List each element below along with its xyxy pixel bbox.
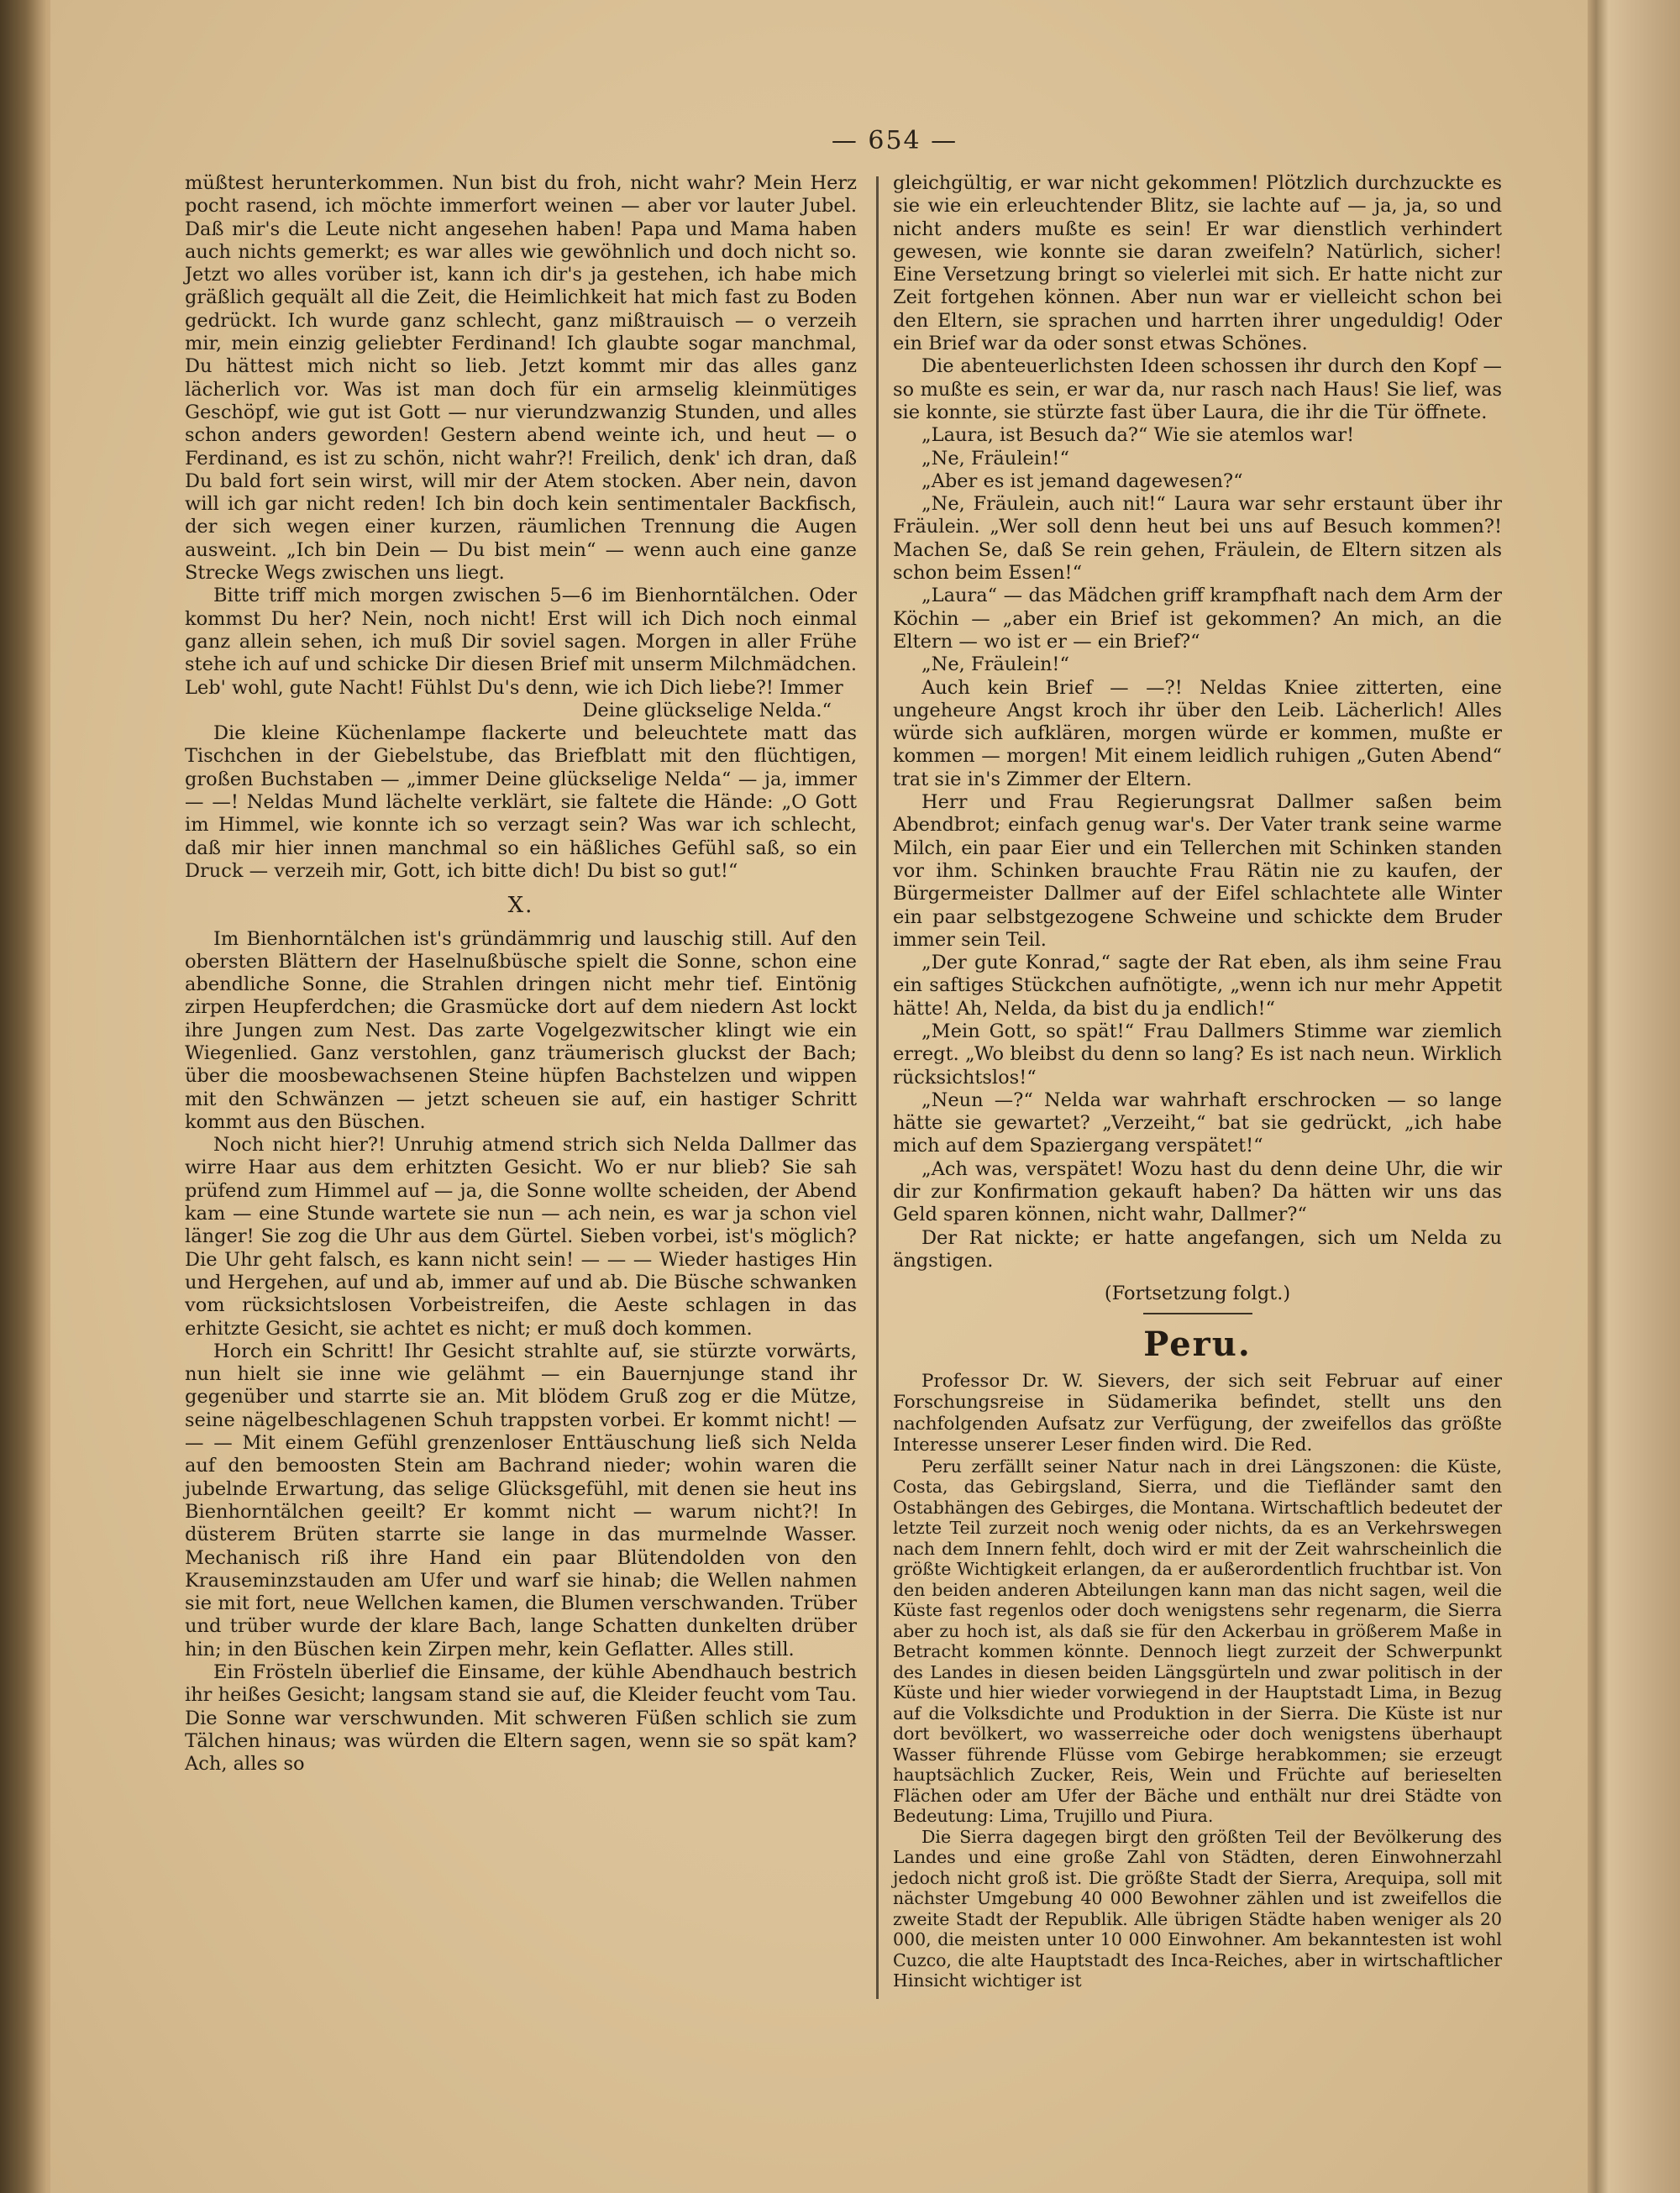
continuation-note: (Fortsetzung folgt.) xyxy=(1104,1283,1291,1305)
paragraph: Herr und Frau Regierungsrat Dallmer saßen beim Abendbrot; einfach genug war's. Der Vater trank seine warme Milch, ein paar Eier und ein Tellerchen mit Schinken standen vor ihm. Schinken brauchte Frau Rätin nie zu kaufen, der Bürgermeister Dallmer auf der Eifel schlachtete alle Winter ein paar selbstgezogene Schweine und schickte dem Bruder immer sein Teil. xyxy=(893,791,1502,951)
chapter-heading: X. xyxy=(507,893,534,919)
paragraph: Die abenteuerlichsten Ideen schossen ihr durch den Kopf — so mußte es sein, er war da, nur rasch nach Haus! Sie lief, was sie konnte, sie stürzte fast über Laura, die ihr die Tür öffnete. xyxy=(893,355,1502,423)
right-column xyxy=(893,172,1502,1991)
paragraph: müßtest herunterkommen. Nun bist du froh, nicht wahr? Mein Herz pocht rasend, ich möchte immerfort weinen — aber vor lauter Jubel. Daß mir's die Leute nicht angesehen haben! Papa und Mama haben auch nichts gemerkt; es war alles wie gewöhnlich und doch nicht so. Jetzt wo alles vorüber ist, kann ich dir's ja gestehen, ich habe mich gräßlich gequält all die Zeit, die Heimlichkeit hat mich fast zu Boden gedrückt. Ich wurde ganz schlecht, ganz mißtrauisch — o verzeih mir, mein einzig geliebter Ferdinand! Ich glaubte sogar manchmal, Du hättest mich nicht so lieb. Jetzt kommt mir das alles ganz lächerlich vor. Was ist man doch für ein armselig kleinmütiges Geschöpf, wie gut ist Gott — nur vierundzwanzig Stunden, und alles schon anders geworden! Gestern abend weinte ich, und heut — o Ferdinand, es ist zu schön, nicht wahr?! Freilich, denk' ich dran, daß Du bald fort sein wirst, will mir der Atem stocken. Aber nein, davon will ich gar nicht reden! Ich bin doch kein sentimentaler Backfisch, der sich wegen einer kurzen, räumlichen Trennung die Augen ausweint. „Ich bin Dein — Du bist mein“ — wenn auch eine ganze Strecke Wegs zwischen uns liegt. xyxy=(185,172,857,585)
paragraph: „Ne, Fräulein, auch nit!“ Laura war sehr erstaunt über ihr Fräulein. „Wer soll denn heut bei uns auf Besuch kommen?! Machen Se, daß Se rein gehen, Fräulein, de Eltern sitzen als schon beim Essen!“ xyxy=(893,493,1502,585)
page-number: — 654 — xyxy=(831,126,958,155)
paragraph: „Ach was, verspätet! Wozu hast du denn deine Uhr, die wir dir zur Konfirmation gekauft haben? Da hätten wir uns das Geld sparen können, nicht wahr, Dallmer?“ xyxy=(893,1157,1502,1226)
paragraph: „Ne, Fräulein!“ xyxy=(921,653,1069,676)
paragraph: Die Sierra dagegen birgt den größten Teil der Bevölkerung des Landes und eine große Zahl von Städten, deren Einwohnerzahl jedoch nicht groß ist. Die größte Stadt der Sierra, Arequipa, soll mit nächster Umgebung 40 000 Bewohner zählen und ist zweifellos die zweite Stadt der Republik. Alle übrigen Städte haben weniger als 20 000, die meisten unter 10 000 Einwohner. Am bekanntesten ist wohl Cuzco, die alte Hauptstadt des Inca-Reiches, aber in wirtschaftlicher Hinsicht wichtiger ist xyxy=(893,1826,1502,1991)
paragraph: „Laura, ist Besuch da?“ Wie sie atemlos war! xyxy=(921,424,1355,447)
left-column xyxy=(185,172,857,1776)
paragraph: Im Bienhorntälchen ist's gründämmrig und lauschig still. Auf den obersten Blättern der Haselnußbüsche spielt die Sonne, schon eine abendliche Sonne, die Strahlen dringen nicht mehr tief. Eintönig zirpen Heupferdchen; die Grasmücke dort auf dem niedern Ast lockt ihre Jungen zum Nest. Das zarte Vogelgezwitscher klingt wie ein Wiegenlied. Ganz verstohlen, ganz träumerisch gluckst der Bach; über die moosbewachsenen Steine hüpfen Bachstelzen und wippen mit den Schwänzen — jetzt scheuen sie auf, ein hastiger Schritt kommt aus den Büschen. xyxy=(185,927,857,1133)
paragraph: Peru zerfällt seiner Natur nach in drei Längszonen: die Küste, Costa, das Gebirgsland, Sierra, und die Tiefländer samt den Ostabhängen des Gebirges, die Montana. Wirtschaftlich bedeutet der letzte Teil zurzeit noch wenig oder nichts, da es an Verkehrswegen nach dem Innern fehlt, doch wird er mit der Zeit wahrscheinlich die größte Wichtigkeit erlangen, da er außerordentlich fruchtbar ist. Von den beiden anderen Abteilungen kann man das nicht sagen, weil die Küste fast regenlos oder doch wenigstens sehr regenarm, die Sierra aber zu hoch ist, als daß sie für den Ackerbau in größerem Maße in Betracht kommen könnte. Dennoch liegt zurzeit der Schwerpunkt des Landes in diesen beiden Längsgürteln und zwar politisch in der Küste und hier wieder vorwiegend in der Hauptstadt Lima, in Bezug auf die Volksdichte und Produktion in der Sierra. Die Küste ist nur dort bevölkert, wo wasserreiche oder doch wenigstens überhaupt Wasser führende Flüsse vom Gebirge herabkommen; sie erzeugt hauptsächlich Zucker, Reis, Wein und Früchte auf berieselten Flächen oder am Ufer der Bäche und enthält nur drei Städte von Bedeutung: Lima, Trujillo und Piura. xyxy=(893,1456,1502,1827)
paragraph: Horch ein Schritt! Ihr Gesicht strahlte auf, sie stürzte vorwärts, nun hielt sie inne wie gelähmt — ein Bauernjunge stand ihr gegenüber und starrte sie an. Mit blödem Gruß zog er die Mütze, seine nägelbeschlagenen Schuh trappsten vorbei. Er kommt nicht! — — — Mit einem Gefühl grenzenloser Enttäuschung ließ sich Nelda auf den bemoosten Stein am Bachrand nieder; wohin waren die jubelnde Erwartung, das selige Glücksgefühl, mit denen sie heut ins Bienhorntälchen geeilt? Er kommt nicht — warum nicht?! In düsterem Brüten starrte sie lange in das murmelnde Wasser. Mechanisch riß ihre Hand ein paar Blütendolden von den Krauseminzstauden am Ufer und warf sie hinab; die Wellen nahmen sie mit fort, neue Wellchen kamen, die Blumen verschwanden. Trüber und trüber wurde der klare Bach, lange Schatten dunkelten drüber hin; in den Büschen kein Zirpen mehr, kein Geflatter. Alles still. xyxy=(185,1340,857,1660)
paragraph: Der Rat nickte; er hatte angefangen, sich um Nelda zu ängstigen. xyxy=(893,1226,1502,1272)
paragraph: Noch nicht hier?! Unruhig atmend strich sich Nelda Dallmer das wirre Haar aus dem erhitzten Gesicht. Wo er nur blieb? Sie sah prüfend zum Himmel auf — ja, die Sonne wollte scheiden, der Abend kam — eine Stunde wartete sie nun — ach nein, es war ja schon viel länger! Sie zog die Uhr aus dem Gürtel. Sieben vorbei, ist's möglich? Die Uhr geht falsch, es kann nicht sein! — — — Wieder hastiges Hin und Hergehen, auf und ab, immer auf und ab. Die Büsche schwanken vom rücksichtslosen Vorbeistreifen, die Aeste schlagen in das erhitzte Gesicht, sie achtet es nicht; er muß doch kommen. xyxy=(185,1134,857,1340)
paragraph: „Der gute Konrad,“ sagte der Rat eben, als ihm seine Frau ein saftiges Stückchen aufnötigte, „wenn ich nur mehr Appetit hätte! Ah, Nelda, da bist du ja endlich!“ xyxy=(893,952,1502,1020)
paragraph: Ein Frösteln überlief die Einsame, der kühle Abendhauch bestrich ihr heißes Gesicht; langsam stand sie auf, die Kleider feucht vom Tau. Die Sonne war verschwunden. Mit schweren Füßen schlich sie zum Tälchen hinaus; was würden die Eltern sagen, wenn sie so spät kam? Ach, alles so xyxy=(185,1661,857,1776)
article-title: Peru. xyxy=(1143,1324,1252,1364)
paragraph: „Ne, Fräulein!“ xyxy=(921,447,1069,470)
paragraph: Bitte triff mich morgen zwischen 5—6 im Bienhorntälchen. Oder kommst Du her? Nein, noch nicht! Erst will ich Dich noch einmal ganz allein sehen, ich muß Dir soviel sagen. Morgen in aller Frühe stehe ich auf und schicke Dir diesen Brief mit unserm Milchmädchen. Leb' wohl, gute Nacht! Fühlst Du's denn, wie ich Dich liebe?! Immer xyxy=(185,585,857,699)
letter-signature: Deine glückselige Nelda.“ xyxy=(582,699,832,721)
paragraph: gleichgültig, er war nicht gekommen! Plötzlich durchzuckte es sie wie ein erleuchtender Blitz, sie lachte auf — ja, ja, so und nicht anders mußte es sein! Er war dienstlich verhindert gewesen, wie konnte sie daran zweifeln? Natürlich, sicher! Eine Versetzung bringt so vielerlei mit sich. Er hatte nicht zur Zeit fortgehen können. Aber nun war er vielleicht schon bei den Eltern, sie sprachen und harrten ihrer ungeduldig! Oder ein Brief war da oder sonst etwas Schönes. xyxy=(893,172,1502,355)
article-intro: Professor Dr. W. Sievers, der sich seit Februar auf einer Forschungsreise in Südamerika befindet, stellt uns den nachfolgenden Aufsatz zur Verfügung, der zweifellos das größte Interesse unserer Leser finden wird. Die Red. xyxy=(893,1370,1502,1456)
paragraph: „Neun —?“ Nelda war wahrhaft erschrocken — so lange hätte sie gewartet? „Verzeiht,“ bat sie gedrückt, „ich habe mich auf dem Spaziergang verspätet!“ xyxy=(893,1089,1502,1157)
paragraph: Auch kein Brief — —?! Neldas Kniee zitterten, eine ungeheure Angst kroch ihr über den Leib. Lächerlich! Alles würde sich aufklären, morgen würde er kommen, mußte er kommen — morgen! Mit einem leidlich ruhigen „Guten Abend“ trat sie in's Zimmer der Eltern. xyxy=(893,676,1502,790)
section-rule xyxy=(1143,1313,1252,1314)
column-divider xyxy=(876,176,879,1999)
paragraph: „Mein Gott, so spät!“ Frau Dallmers Stimme war ziemlich erregt. „Wo bleibst du denn so lang? Es ist nach neun. Wirklich rücksichtslos!“ xyxy=(893,1020,1502,1089)
paragraph: Die kleine Küchenlampe flackerte und beleuchtete matt das Tischchen in der Giebelstube, das Briefblatt mit den flüchtigen, großen Buchstaben — „immer Deine glückselige Nelda“ — ja, immer — —! Neldas Mund lächelte verklärt, sie faltete die Hände: „O Gott im Himmel, wie konnte ich so verzagt sein? Was war ich schlecht, daß mir hier innen manchmal so ein häßliches Gefühl saß, so ein Druck — verzeih mir, Gott, ich bitte dich! Du bist so gut!“ xyxy=(185,722,857,882)
paragraph: „Laura“ — das Mädchen griff krampfhaft nach dem Arm der Köchin — „aber ein Brief ist gekommen? An mich, an die Eltern — wo ist er — ein Brief?“ xyxy=(893,585,1502,653)
paragraph: „Aber es ist jemand dagewesen?“ xyxy=(921,470,1243,492)
